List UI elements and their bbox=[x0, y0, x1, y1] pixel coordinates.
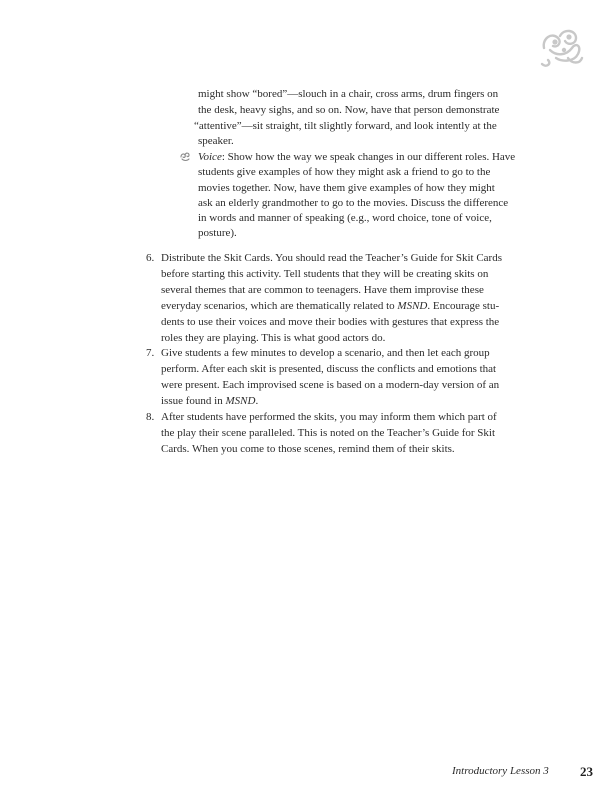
text-line: Distribute the Skit Cards. You should read the Teacher’s Guide for Skit Cards bbox=[161, 252, 503, 264]
text-line bbox=[198, 150, 516, 165]
text-segment: . Encourage stu- bbox=[427, 299, 500, 312]
play-title: MSND bbox=[397, 299, 428, 312]
play-title: MSND bbox=[225, 395, 256, 408]
text-line: After students have performed the skits, you may inform them which part of bbox=[161, 411, 497, 424]
page-number: 23 bbox=[580, 764, 593, 779]
bullet-continuation bbox=[194, 87, 508, 150]
text-line: in words and manner of speaking (e.g., word choice, tone of voice, bbox=[198, 212, 492, 225]
text-line: students give examples of how they might ask a friend to go to the bbox=[198, 166, 491, 179]
text-line: “attentive”—sit straight, tilt slightly forward, and look intently at the bbox=[194, 119, 497, 132]
footer-label: Introductory Lesson 3 bbox=[452, 765, 549, 777]
voice-bullet bbox=[180, 150, 516, 242]
text-line bbox=[161, 394, 516, 410]
text-segment: issue found in bbox=[161, 395, 226, 408]
text-line: ask an elderly grandmother to go to the movies. Discuss the difference bbox=[198, 196, 509, 209]
step-number: 7. bbox=[146, 347, 155, 360]
text-line: before starting this activity. Tell students that they will be creating skits on bbox=[161, 267, 489, 280]
text-segment: everyday scenarios, which are thematically related to bbox=[161, 299, 398, 312]
text-line: dents to use their voices and move their bodies with gestures that express the bbox=[161, 315, 500, 328]
step-number: 6. bbox=[146, 252, 155, 264]
text-line: Give students a few minutes to develop a scenario, and then let each group bbox=[161, 347, 490, 360]
voice-first-line: : Show how the way we speak changes in our different roles. Have bbox=[221, 151, 516, 163]
text-line: the play their scene paralleled. This is noted on the Teacher’s Guide for Skit bbox=[161, 426, 496, 439]
text-line: speaker. bbox=[198, 135, 234, 148]
text-line: roles they are playing. This is what good actors do. bbox=[161, 331, 386, 344]
step-8 bbox=[146, 410, 516, 458]
voice-term: Voice bbox=[198, 151, 222, 163]
text-segment: . bbox=[255, 395, 259, 408]
text-line bbox=[161, 299, 516, 315]
floral-ornament-icon bbox=[538, 26, 584, 68]
text-line: perform. After each skit is presented, discuss the conflicts and emotions that bbox=[161, 363, 497, 376]
text-line: Cards. When you come to those scenes, remind them of their skits. bbox=[161, 442, 455, 455]
text-line: were present. Each improvised scene is based on a modern-day version of an bbox=[161, 379, 500, 392]
numbered-steps bbox=[146, 251, 516, 458]
text-line: posture). bbox=[198, 227, 237, 240]
fleuron-icon bbox=[180, 152, 190, 162]
text-line: movies together. Now, have them give examples of how they might bbox=[198, 181, 495, 194]
text-line: several themes that are common to teenagers. Have them improvise these bbox=[161, 283, 484, 296]
step-7 bbox=[146, 346, 516, 410]
step-number: 8. bbox=[146, 411, 155, 424]
step-6 bbox=[146, 251, 516, 346]
text-line: might show “bored”—slouch in a chair, cross arms, drum fingers on bbox=[198, 88, 499, 100]
text-line: the desk, heavy sighs, and so on. Now, have that person demonstrate bbox=[198, 103, 500, 116]
